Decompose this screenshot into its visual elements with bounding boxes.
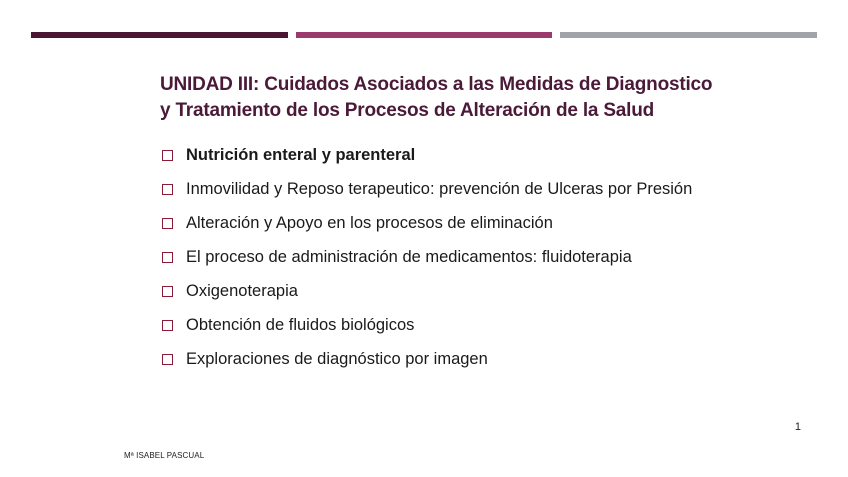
top-bar-middle <box>296 32 552 38</box>
slide-title-line-1: UNIDAD III: Cuidados Asociados a las Medidas de Diagnostico <box>160 74 713 95</box>
footer-author: Mª ISABEL PASCUAL <box>124 451 205 460</box>
bullet-list <box>160 144 720 382</box>
bullet-text: Oxigenoterapia <box>186 282 298 300</box>
bullet-text: El proceso de administración de medicamentos: fluidoterapia <box>186 248 632 266</box>
bullet-item <box>160 246 720 269</box>
bullet-text: Exploraciones de diagnóstico por imagen <box>186 350 488 368</box>
page-number: 1 <box>794 421 801 433</box>
bullet-text: Nutrición enteral y parenteral <box>186 146 416 164</box>
bullet-item <box>160 280 720 303</box>
bullet-text: Alteración y Apoyo en los procesos de eliminación <box>186 214 553 232</box>
top-bar-left <box>31 32 288 38</box>
bullet-box-icon <box>162 218 173 229</box>
bullet-item <box>160 314 720 337</box>
slide-title <box>160 72 780 124</box>
bullet-box-icon <box>162 286 173 297</box>
slide-title-line-2: y Tratamiento de los Procesos de Alteración de la Salud <box>160 100 655 121</box>
bullet-box-icon <box>162 252 173 263</box>
bullet-box-icon <box>162 320 173 331</box>
bullet-item <box>160 178 720 201</box>
bullet-item <box>160 144 720 167</box>
bullet-item <box>160 348 720 371</box>
bullet-box-icon <box>162 354 173 365</box>
top-bar-right <box>560 32 817 38</box>
bullet-box-icon <box>162 184 173 195</box>
bullet-text: Inmovilidad y Reposo terapeutico: prevención de Ulceras por Presión <box>186 180 693 198</box>
bullet-text: Obtención de fluidos biológicos <box>186 316 415 334</box>
bullet-item <box>160 212 720 235</box>
bullet-box-icon <box>162 150 173 161</box>
